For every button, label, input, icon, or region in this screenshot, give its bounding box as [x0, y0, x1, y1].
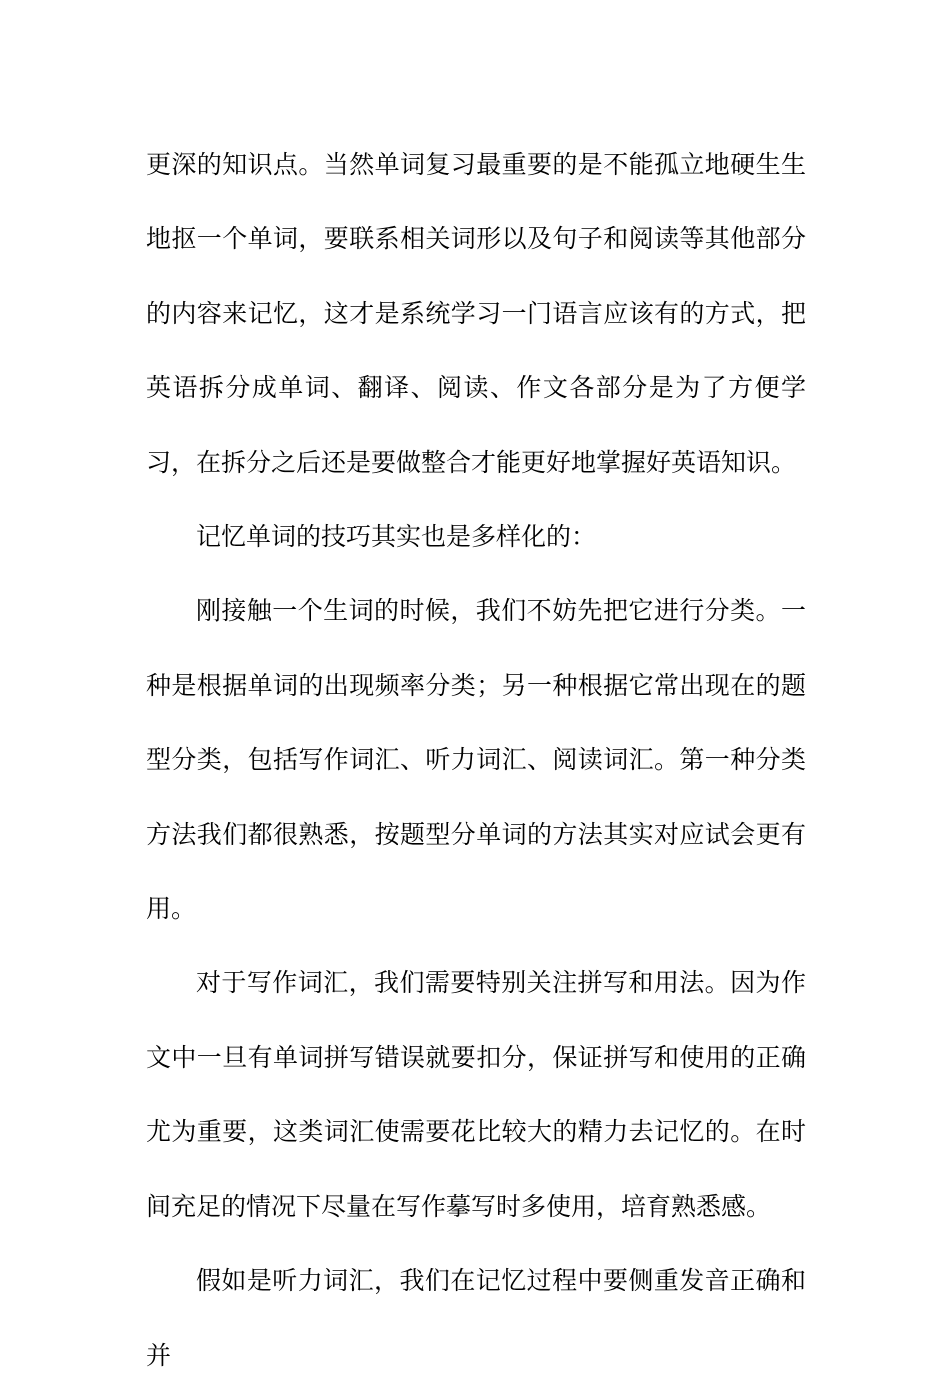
document-body: [146, 128, 806, 1393]
paragraph-5: 假如是听力词汇，我们在记忆过程中要侧重发音正确和并: [146, 1266, 806, 1370]
paragraph-1: 更深的知识点。当然单词复习最重要的是不能孤立地硬生生地抠一个单词，要联系相关词形以及句子和阅读等其他部分的内容来记忆，这才是系统学习一门语言应该有的方式，把英语拆分成单词、翻译、阅读、作文各部分是为了方便学习，在拆分之后还是要做整合才能更好地掌握好英语知识。: [146, 150, 806, 477]
paragraph-3: 刚接触一个生词的时候，我们不妨先把它进行分类。一种是根据单词的出现频率分类；另一种根据它常出现在的题型分类，包括写作词汇、听力词汇、阅读词汇。第一种分类方法我们都很熟悉，按题型分单词的方法其实对应试会更有用。: [146, 596, 806, 924]
paragraph-2: 记忆单词的技巧其实也是多样化的：: [196, 522, 597, 552]
paragraph-4: 对于写作词汇，我们需要特别关注拼写和用法。因为作文中一旦有单词拼写错误就要扣分，保证拼写和使用的正确尤为重要，这类词汇使需要花比较大的精力去记忆的。在时间充足的情况下尽量在写作摹写时多使用，培育熟悉感。: [146, 968, 806, 1221]
